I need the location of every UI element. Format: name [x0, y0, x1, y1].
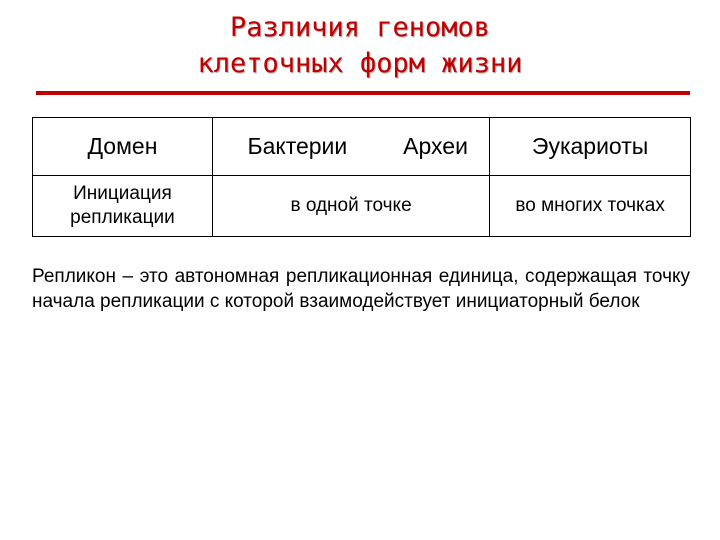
table-header-row [33, 118, 691, 176]
row-label-replication-initiation: Инициация репликации [33, 176, 213, 237]
replicon-definition [32, 264, 690, 314]
header-eukaryotes: Эукариоты [531, 133, 649, 159]
definition-dash: – [122, 266, 134, 287]
cell-eukaryotes: во многих точках [490, 176, 691, 237]
header-bacteria: Бактерии [247, 133, 348, 159]
header-archaea: Археи [382, 118, 490, 176]
title-underline [36, 91, 690, 95]
definition-term: Репликон [32, 266, 116, 287]
header-domain: Домен [33, 118, 213, 176]
cell-bacteria-archaea: в одной точке [212, 176, 489, 237]
title-line-2: клеточных форм жизни [197, 48, 523, 79]
slide-title [0, 10, 720, 82]
title-line-1: Различия геномов [229, 12, 491, 43]
table-row [33, 176, 691, 237]
definition-text: это автономная репликационная единица, содержащая точку начала репликации с которой взаимодействует инициаторный белок [32, 266, 690, 312]
genome-comparison-table [32, 117, 691, 237]
